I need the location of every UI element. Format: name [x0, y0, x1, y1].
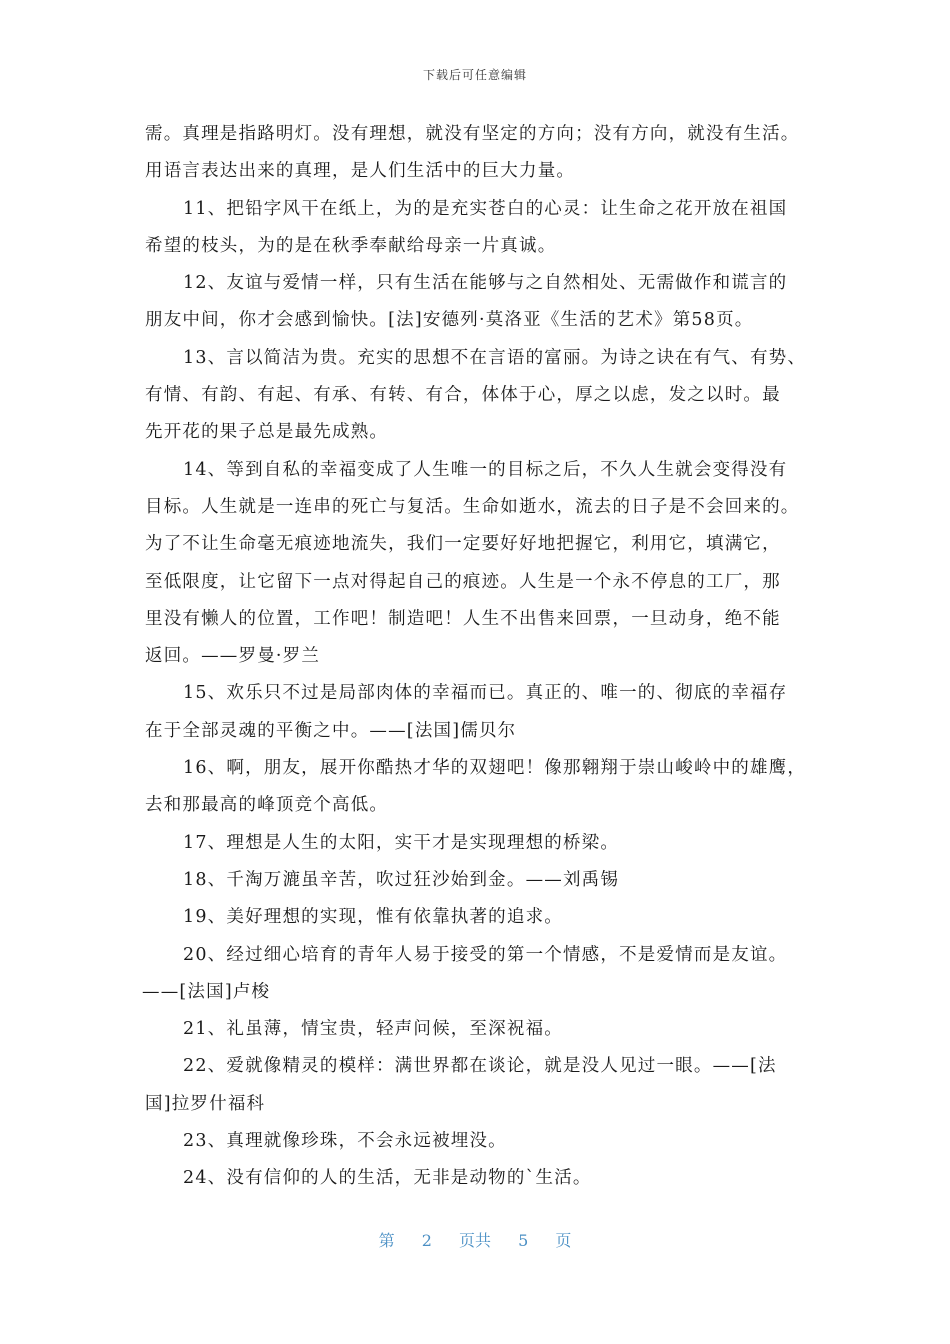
text-line: 20、经过细心培育的青年人易于接受的第一个情感，不是爱情而是友谊。	[183, 944, 788, 965]
text-line: 目标。人生就是一连串的死亡与复活。生命如逝水，流去的日子是不会回来的。	[145, 496, 800, 517]
text-line: 13、言以简洁为贵。充实的思想不在言语的富丽。为诗之诀在有气、有势、	[183, 347, 807, 368]
text-line: 15、欢乐只不过是局部肉体的幸福而已。真正的、唯一的、彻底的幸福存	[183, 683, 788, 704]
text-line: 希望的枝头，为的是在秋季奉献给母亲一片真诚。	[145, 235, 557, 256]
text-line: 返回。——罗曼·罗兰	[145, 646, 321, 667]
text-line: 用语言表达出来的真理，是人们生活中的巨大力量。	[145, 161, 576, 182]
text-line: 在于全部灵魂的平衡之中。——[法国]儒贝尔	[145, 720, 517, 741]
text-line: 24、没有信仰的人的生活，无非是动物的`生活。	[183, 1168, 592, 1189]
text-line: 至低限度，让它留下一点对得起自己的痕迹。人生是一个永不停息的工厂，那	[145, 571, 781, 592]
text-line: 14、等到自私的幸福变成了人生唯一的目标之后，不久人生就会变得没有	[183, 459, 788, 480]
text-line: 16、啊，朋友，展开你酷热才华的双翅吧！像那翱翔于崇山峻岭中的雄鹰，	[183, 758, 807, 779]
text-line: 去和那最高的峰顶竞个高低。	[145, 795, 389, 816]
text-line: 有情、有韵、有起、有承、有转、有合，体体于心，厚之以虑，发之以时。最	[145, 385, 781, 406]
page-header: 下载后可任意编辑	[422, 68, 527, 82]
text-line: 为了不让生命毫无痕迹地流失，我们一定要好好地把握它，利用它，填满它，	[145, 534, 781, 555]
text-line: 17、理想是人生的太阳，实干才是实现理想的桥梁。	[183, 832, 620, 853]
text-line: 23、真理就像珍珠，不会永远被埋没。	[183, 1131, 507, 1152]
text-line: 先开花的果子总是最先成熟。	[145, 422, 389, 443]
text-line: 国]拉罗什福科	[145, 1093, 266, 1114]
text-line: 21、礼虽薄，情宝贵，轻声问候，至深祝福。	[183, 1019, 563, 1040]
text-line: 12、友谊与爱情一样，只有生活在能够与之自然相处、无需做作和谎言的	[183, 273, 788, 294]
text-line: 18、千淘万漉虽辛苦，吹过狂沙始到金。——刘禹锡	[183, 869, 620, 890]
document-body	[142, 116, 815, 1198]
text-line: 11、把铅字风干在纸上，为的是充实苍白的心灵：让生命之花开放在祖国	[183, 198, 788, 219]
text-line: 22、爱就像精灵的模样：满世界都在谈论，就是没人见过一眼。——[法	[183, 1056, 777, 1077]
text-line: 需。真理是指路明灯。没有理想，就没有坚定的方向；没有方向，就没有生活。	[145, 124, 800, 144]
text-line: 19、美好理想的实现，惟有依靠执著的追求。	[183, 907, 563, 928]
text-line: 里没有懒人的位置，工作吧！制造吧！人生不出售来回票，一旦动身，绝不能	[145, 608, 781, 629]
text-line: 朋友中间，你才会感到愉快。[法]安德列·莫洛亚《生活的艺术》第58页。	[145, 310, 754, 331]
page-footer: 第 2 页共 5 页	[378, 1231, 572, 1250]
text-line: ——[法国]卢梭	[142, 981, 271, 1002]
